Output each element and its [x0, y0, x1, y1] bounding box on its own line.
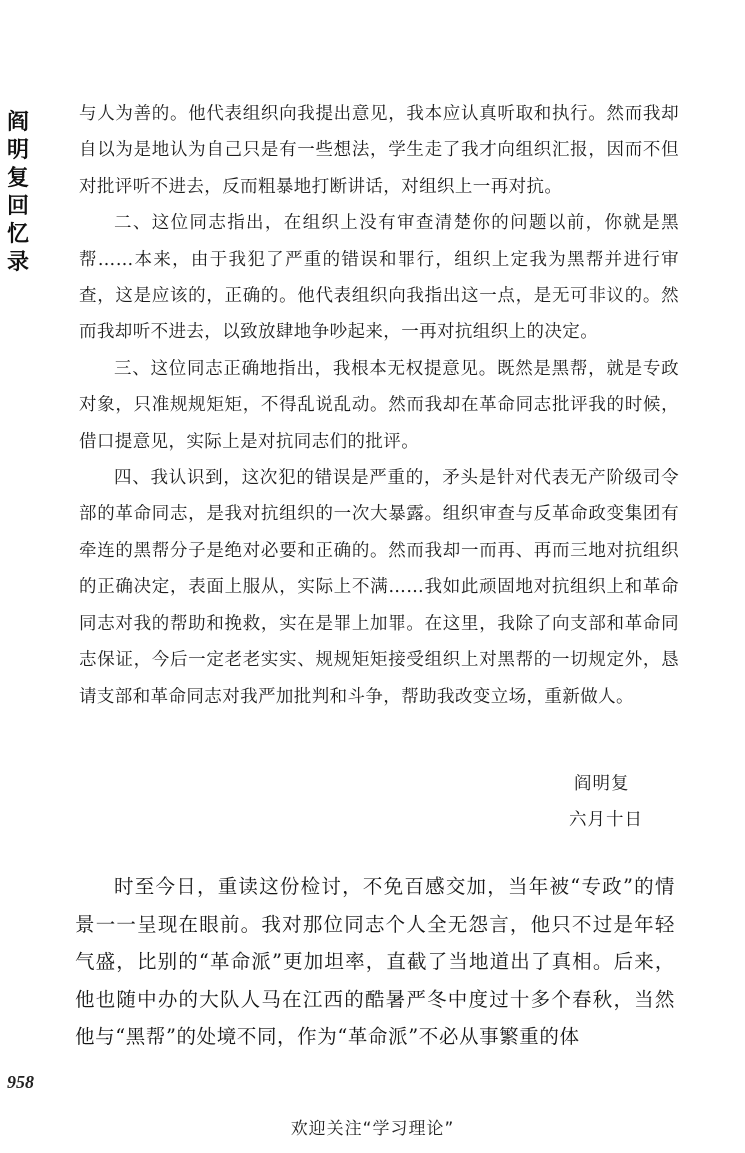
signature-name: 阎明复 [574, 774, 630, 794]
quote-paragraph: 四、我认识到，这次犯的错误是严重的，矛头是针对代表无产阶级司令部的革命同志，是我对抗组织的一次大暴露。组织审查与反革命政变集团有牵连的黑帮分子是绝对必要和正确的。然而我却一而再、再而三地对抗组织的正确决定，表面上服从，实际上不满……我如此顽固地对抗组织上和革命同志对我的帮助和挽救，实在是罪上加罪。在这里，我除了向支部和革命同志保证，今后一定老老实实、规规矩矩接受组织上对黑帮的一切规定外，恳请支部和革命同志对我严加批判和斗争，帮助我改变立场，重新做人。 [79, 468, 679, 707]
book-title-char: 录 [6, 249, 29, 275]
page-number: 958 [7, 1072, 34, 1092]
quote-paragraph: 三、这位同志正确地指出，我根本无权提意见。既然是黑帮，就是专政对象，只准规规矩矩，不得乱说乱动。然而我却在革命同志批评我的时候，借口提意见，实际上是对抗同志们的批评。 [79, 358, 679, 452]
book-title-char: 阎 [6, 109, 29, 135]
narrative-text [75, 868, 675, 1056]
book-title-vertical [5, 108, 31, 276]
quote-paragraph: 与人为善的。他代表组织向我提出意见，我本应认真听取和执行。然而我却自以为是地认为自己只是有一些想法，学生走了我才向组织汇报，因而不但对批评听不进去，反而粗暴地打断讲话，对组织上一再对抗。 [79, 104, 679, 197]
book-title-char: 回 [6, 193, 29, 219]
signature-date: 六月十日 [569, 810, 643, 830]
quoted-self-criticism [79, 96, 679, 715]
book-title-char: 复 [6, 165, 29, 191]
footer-caption: 欢迎关注“学习理论” [290, 1119, 455, 1139]
narrative-paragraph: 时至今日，重读这份检讨，不免百感交加，当年被“专政”的情景一一呈现在眼前。我对那位同志个人全无怨言，他只不过是年轻气盛，比别的“革命派”更加坦率，直截了当地道出了真相。后来，他也随中办的大队人马在江西的酷暑严冬中度过十多个春秋，当然他与“黑帮”的处境不同，作为“革命派”不必从事繁重的体 [75, 875, 675, 1049]
book-title-char: 明 [6, 137, 29, 163]
book-title-char: 忆 [6, 221, 29, 247]
quote-paragraph: 二、这位同志指出，在组织上没有审查清楚你的问题以前，你就是黑帮……本来，由于我犯了严重的错误和罪行，组织上定我为黑帮并进行审查，这是应该的，正确的。他代表组织向我指出这一点，是无可非议的。然而我却听不进去，以致放肆地争吵起来，一再对抗组织上的决定。 [79, 213, 679, 343]
